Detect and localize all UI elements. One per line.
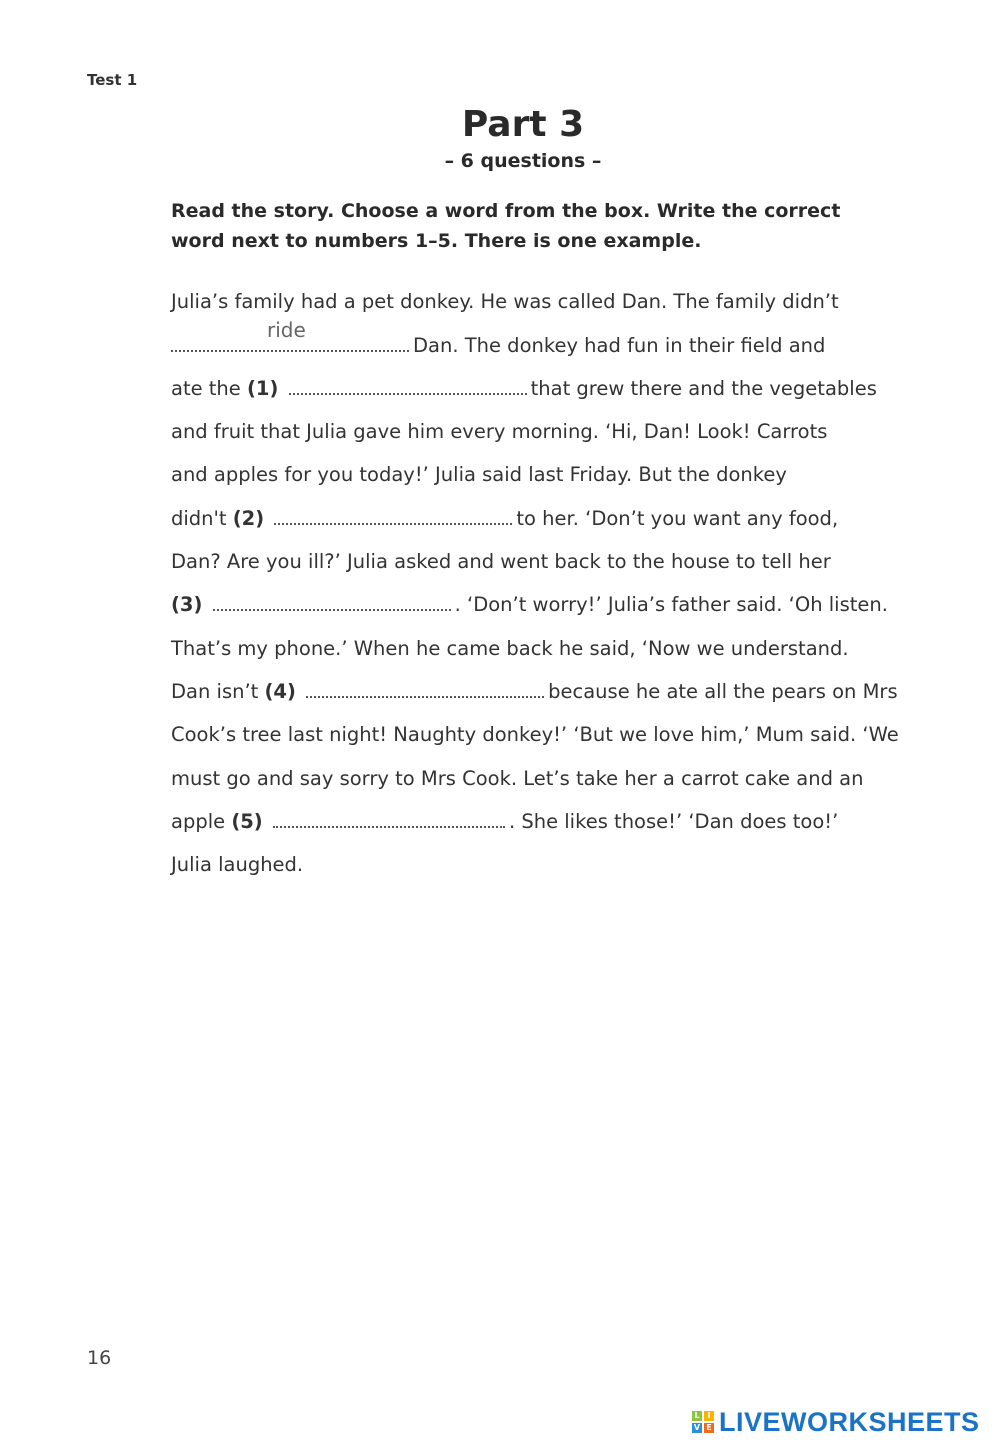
liveworksheets-brand (692, 1402, 980, 1442)
story-line: and fruit that Julia gave him every morning. ‘Hi, Dan! Look! Carrots (171, 420, 828, 443)
story-line: Julia laughed. (171, 853, 304, 876)
instructions-line-1: Read the story. Choose a word from the box. Write the correct (171, 200, 841, 222)
logo-letter: L (692, 1411, 702, 1421)
part-title: Part 3 (461, 104, 585, 145)
story-text-fragment: ate the (171, 377, 241, 400)
instructions (171, 196, 891, 256)
story-line: Dan? Are you ill?’ Julia asked and went back to the house to tell her (171, 550, 831, 573)
story-line (171, 318, 826, 358)
story-text-fragment: because he ate all the pears on Mrs (548, 680, 898, 703)
story-line (171, 810, 838, 834)
story-line (171, 507, 838, 531)
story-text-fragment: to her. ‘Don’t you want any food, (516, 507, 839, 530)
question-number-1: (1) (247, 377, 279, 400)
story-text-fragment: didn't (171, 507, 227, 530)
logo-letter: I (704, 1411, 714, 1421)
answer-input-2[interactable] (274, 495, 516, 523)
story-text-fragment: . She likes those!’ ‘Dan does too!’ (508, 810, 839, 833)
page-number: 16 (87, 1347, 112, 1369)
logo-letter: V (693, 1423, 701, 1432)
answer-gap-4 (306, 682, 544, 698)
example-answer: ride (267, 318, 306, 342)
answer-input-4[interactable] (306, 668, 548, 696)
answer-gap-2 (274, 509, 512, 525)
test-label: Test 1 (87, 71, 138, 89)
answer-input-5[interactable] (273, 798, 509, 826)
liveworksheets-logo-icon (692, 1411, 714, 1433)
answer-gap-3 (213, 595, 451, 611)
story-text-fragment: Dan. The donkey had fun in their field and (413, 334, 826, 357)
story-line (171, 377, 877, 401)
story-text-fragment: . ‘Don’t worry!’ Julia’s father said. ‘Oh listen. (454, 593, 888, 616)
story-line (171, 593, 888, 617)
story-text-fragment: apple (171, 810, 226, 833)
story-line: Julia’s family had a pet donkey. He was called Dan. The family didn’t (171, 290, 839, 313)
story-text-fragment: Dan isn’t (171, 680, 259, 703)
example-gap (171, 318, 409, 352)
story-text-fragment: that grew there and the vegetables (530, 377, 877, 400)
story-line: That’s my phone.’ When he came back he said, ‘Now we understand. (171, 637, 849, 660)
story-line (171, 680, 898, 704)
answer-input-3[interactable] (213, 581, 455, 609)
part-subtitle: – 6 questions – (444, 150, 602, 172)
answer-gap-5 (273, 812, 505, 828)
brand-name: LIVEWORKSHEETS (719, 1406, 980, 1437)
story-line: and apples for you today!’ Julia said last Friday. But the donkey (171, 463, 787, 486)
answer-gap-1 (289, 379, 527, 395)
instructions-line-2: word next to numbers 1–5. There is one example. (171, 230, 702, 252)
question-number-5: (5) (231, 810, 263, 833)
question-number-3: (3) (171, 593, 203, 616)
story-line: must go and say sorry to Mrs Cook. Let’s take her a carrot cake and an (171, 767, 864, 790)
answer-input-1[interactable] (289, 365, 531, 393)
logo-letter: E (704, 1423, 714, 1433)
story-line: Cook’s tree last night! Naughty donkey!’ ‘But we love him,’ Mum said. ‘We (171, 723, 899, 746)
question-number-4: (4) (264, 680, 296, 703)
question-number-2: (2) (232, 507, 265, 530)
